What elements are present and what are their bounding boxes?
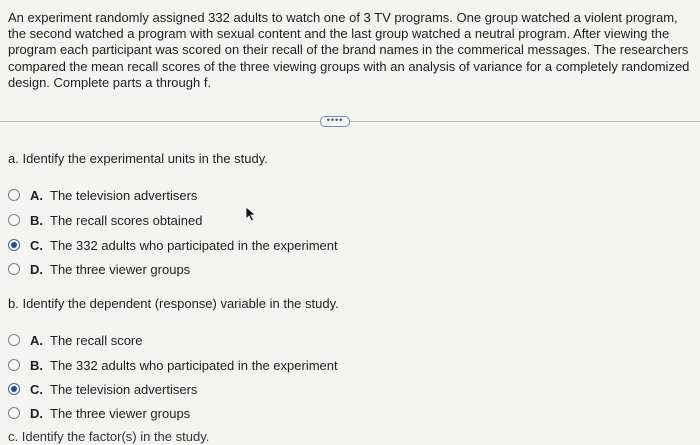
- radio-button-selected[interactable]: [8, 239, 20, 251]
- option-letter: D.: [30, 405, 43, 421]
- expand-more-button[interactable]: ••••: [320, 116, 350, 127]
- radio-button[interactable]: [8, 407, 20, 419]
- option-label: The television advertisers: [50, 187, 198, 203]
- option-letter: D.: [30, 261, 43, 277]
- radio-button[interactable]: [8, 214, 20, 226]
- option-label: The 332 adults who participated in the experiment: [50, 357, 338, 373]
- option-letter: C.: [30, 237, 43, 253]
- part-b-option-c[interactable]: [8, 380, 197, 398]
- radio-button[interactable]: [8, 263, 20, 275]
- problem-statement: An experiment randomly assigned 332 adults to watch one of 3 TV programs. One group watched a violent program, the second watched a program with sexual content and the last group watched a neutral program. After viewing the program each participant was scored on their recall of the brand names in the commerical messages. The researchers compared the mean recall scores of the three viewing groups with an analysis of variance for a completely randomized design. Complete parts a through f.: [8, 10, 690, 90]
- part-b-option-a[interactable]: [8, 331, 142, 349]
- mouse-cursor-icon: [245, 206, 257, 222]
- radio-button[interactable]: [8, 334, 20, 346]
- option-label: The three viewer groups: [50, 261, 191, 277]
- option-letter: A.: [30, 187, 43, 203]
- option-letter: B.: [30, 212, 43, 228]
- question-part-c-text: c. Identify the factor(s) in the study.: [8, 429, 210, 444]
- option-label: The 332 adults who participated in the experiment: [50, 237, 338, 253]
- part-b-option-b[interactable]: [8, 356, 338, 374]
- part-a-option-c[interactable]: [8, 236, 338, 254]
- section-divider: [0, 121, 700, 122]
- radio-button-selected[interactable]: [8, 383, 20, 395]
- option-label: The three viewer groups: [50, 405, 191, 421]
- part-a-option-b[interactable]: [8, 211, 202, 229]
- option-label: The television advertisers: [50, 381, 198, 397]
- radio-button[interactable]: [8, 189, 20, 201]
- question-part-c-partial: [8, 429, 210, 445]
- radio-button[interactable]: [8, 359, 20, 371]
- part-a-option-a[interactable]: [8, 186, 197, 204]
- option-letter: B.: [30, 357, 43, 373]
- option-label: The recall scores obtained: [50, 212, 203, 228]
- part-a-option-d[interactable]: [8, 260, 190, 278]
- option-label: The recall score: [50, 332, 143, 348]
- option-letter: A.: [30, 332, 43, 348]
- question-part-b: b. Identify the dependent (response) variable in the study.: [8, 296, 339, 311]
- question-part-a: a. Identify the experimental units in the study.: [8, 151, 268, 166]
- part-b-option-d[interactable]: [8, 404, 190, 422]
- option-letter: C.: [30, 381, 43, 397]
